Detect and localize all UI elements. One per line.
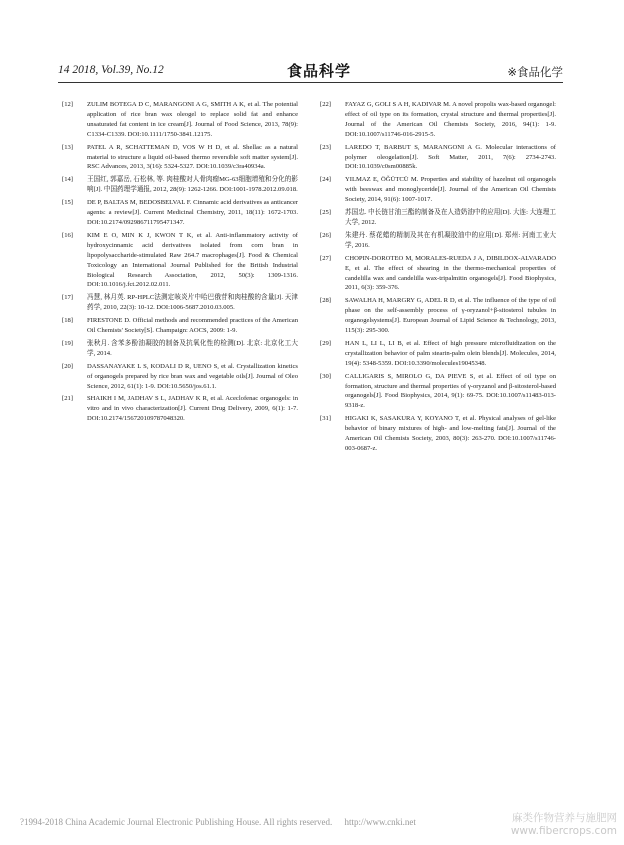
- reference-item: [62, 316, 298, 336]
- reference-text: FAYAZ G, GOLI S A H, KADIVAR M. A novel propolis wax-based organogel: effect of oil type on its formation, crystal structure and thermal properties[J]. Journal of the American Oil Chemists Society, 2016, 94(1): 1-9. DOI:10.1007/s11746-016-2915-5.: [345, 101, 556, 138]
- reference-text: ZULIM BOTEGA D C, MARANGONI A G, SMITH A K, et al. The potential application of rice bran wax oleogel to replace solid fat and enhance unsaturated fat content in ice cream[J]. Journal of Food Science, 2013, 78(9): C1334-C1339. DOI:10.1111/1750-3841.12175.: [87, 101, 298, 138]
- reference-item: [320, 100, 556, 140]
- reference-item: [62, 143, 298, 173]
- reference-text: SHAIKH I M, JADHAV S L, JADHAV K R, et al. Aceclofenac organogels: in vitro and in vivo characterization[J]. Current Drug Delivery, 2009, 6(1): 1-7. DOI:10.2174/156720109787048320.: [87, 395, 298, 423]
- reference-number: [23]: [320, 143, 331, 151]
- reference-item: [320, 339, 556, 369]
- references-right-column: [320, 100, 556, 457]
- watermark-site-name: 麻类作物营养与施肥网: [512, 812, 617, 824]
- reference-item: [320, 208, 556, 228]
- reference-item: [320, 175, 556, 205]
- copyright-notice: ?1994-2018 China Academic Journal Electronic Publishing House. All rights reserved.: [20, 817, 333, 827]
- reference-number: [17]: [62, 294, 73, 302]
- reference-number: [27]: [320, 254, 331, 262]
- reference-number: [13]: [62, 143, 73, 151]
- reference-text: HIGAKI K, SASAKURA Y, KOYANO T, et al. Physical analyses of gel-like behavior of binary mixtures of high- and low-melting fats[J]. Journal of the American Oil Chemists Society, 2003, 80(3): 263-270. DOI:10.1007/s11746-003-0687-z.: [345, 415, 556, 452]
- reference-number: [12]: [62, 101, 73, 108]
- reference-text: HAN L, LI L, LI B, et al. Effect of high pressure microfluidization on the crystallization behavior of palm stearin-palm olein blends[J]. Molecules, 2014, 19(4): 5348-5359. DOI:10.3390/molecules19045348.: [345, 339, 556, 367]
- reference-item: [62, 198, 298, 228]
- reference-text: DE P, BALTAS M, BEDOSBELVAL F. Cinnamic acid derivatives as anticancer agents: a review[J]. Current Medicinal Chemistry, 2011, 18(11): 1672-1703. DOI:10.2174/092986711795471347.: [87, 199, 298, 226]
- reference-text: 王国红, 郭嘉岳, 石松林, 等. 肉桂酸对人骨肉瘤MG-63细胞增殖和分化的影响[J]. 中国药理学通报, 2012, 28(9): 1262-1266. DOI:1001-1978.2012.09.018.: [87, 176, 298, 194]
- reference-number: [14]: [62, 176, 73, 184]
- reference-number: [29]: [320, 339, 331, 347]
- cnki-link[interactable]: http://www.cnki.net: [344, 817, 416, 827]
- reference-number: [19]: [62, 339, 73, 347]
- reference-number: [31]: [320, 415, 331, 423]
- reference-text: CALLIGARIS S, MIROLO G, DA PIEVE S, et al. Effect of oil type on formation, structure and thermal properties of γ-oryzanol and β-sitosterol-based organogels[J]. Food Biophysics, 2014, 9(1): 69-75. DOI:10.1007/s11483-013-9318-z.: [345, 372, 556, 410]
- reference-number: [20]: [62, 362, 73, 370]
- reference-number: [22]: [320, 101, 331, 108]
- reference-number: [16]: [62, 231, 73, 239]
- site-watermark: [497, 812, 617, 838]
- reference-text: 张秋月. 含苯多酚油凝胶的制备及抗氧化性的检测[D]. 北京: 北京化工大学, 2014.: [87, 339, 298, 357]
- watermark-site-url: www.fibercrops.com: [510, 825, 617, 837]
- page-number-volume: 14 2018, Vol.39, No.12: [58, 64, 164, 76]
- reference-item: [320, 414, 556, 454]
- reference-number: [24]: [320, 176, 331, 184]
- reference-number: [30]: [320, 372, 331, 380]
- reference-number: [15]: [62, 199, 73, 207]
- references-left-column: [62, 100, 298, 427]
- reference-item: [320, 254, 556, 294]
- reference-item: [62, 231, 298, 290]
- reference-item: [62, 339, 298, 359]
- reference-text: KIM E O, MIN K J, KWON T K, et al. Anti-inflammatory activity of hydroxycinnamic acid derivatives isolated from corn bran in lipopolysaccharide-stimulated Raw 264.7 macrophages[J]. Food & Chemical Toxicology an International Journal Published for the British Industrial Biological Research Association, 2012, 50(3): 1309-1316. DOI:10.1016/j.fct.2012.02.011.: [87, 231, 298, 289]
- reference-item: [62, 293, 298, 313]
- header-rule: [58, 82, 563, 83]
- reference-number: [28]: [320, 297, 331, 305]
- reference-number: [26]: [320, 231, 331, 239]
- reference-item: [320, 296, 556, 336]
- reference-text: LAREDO T, BARBUT S, MARANGONI A G. Molecular interactions of polymer oleogelation[J]. Soft Matter, 2011, 7(6): 2734-2743. DOI:10.1039/c0sm00885k.: [345, 143, 556, 171]
- section-title: ※食品化学: [507, 65, 563, 79]
- reference-item: [320, 231, 556, 251]
- reference-text: PATEL A R, SCHATTEMAN D, VOS W H D, et al. Shellac as a natural material to structure a liquid oil-based thermo reversible soft matter system[J]. RSC Advances, 2013, 3(16): 5324-5327. DOI:10.1039/c3ra40934a.: [87, 143, 298, 171]
- reference-text: DASSANAYAKE L S, KODALI D R, UENO S, et al. Crystallization kinetics of organogels prepared by rice bran wax and vegetable oils[J]. Journal of Oleo Science, 2012, 61(1): 1-9. DOI:10.5650/jos.61.1.: [87, 362, 298, 390]
- page-footer: [20, 817, 520, 827]
- journal-title: 食品科学: [286, 62, 351, 80]
- reference-number: [25]: [320, 209, 331, 217]
- reference-text: 苏国忠. 中长链甘油三酯的制备及在人造奶油中的应用[D]. 大连: 大连理工大学, 2012.: [345, 209, 556, 226]
- reference-text: YILMAZ E, ÖĞÜTCÜ M. Properties and stability of hazelnut oil organogels with beeswax and monoglyceride[J]. Journal of the American Oil Chemists Society, 2014, 91(6): 1007-1017.: [345, 176, 556, 204]
- reference-item: [62, 394, 298, 424]
- reference-item: [62, 362, 298, 392]
- reference-item: [320, 143, 556, 173]
- reference-number: [21]: [62, 395, 73, 403]
- reference-text: SAWALHA H, MARGRY G, ADEL R D, et al. The influence of the type of oil phase on the self-assembly process of γ-oryzanol+β-sitosterol tubules in organogelsystems[J]. European Journal of Lipid Science & Technology, 2013, 115(3): 295-300.: [345, 297, 556, 335]
- reference-text: CHOPIN-DOROTEO M, MORALES-RUEDA J A, DIBILDOX-ALVARADO E, et al. The effect of shearing in the thermo-mechanical properties of candelilla wax and candelilla wax-tripalmitin organogels[J]. Food Biophysics, 2011, 6(3): 359-376.: [345, 254, 556, 292]
- page-header: [58, 62, 563, 82]
- reference-text: 朱建丹. 蔡花蜡的精制及其在有机凝胶油中的应用[D]. 郑州: 河南工业大学, 2016.: [345, 231, 556, 249]
- reference-text: FIRESTONE D. Official methods and recommended practices of the American Oil Chemists' Society[S]. Champaign: AOCS, 2009: 1-9.: [87, 317, 298, 335]
- reference-text: 冯慧, 林月英. RP-HPLC法测定咳炎片中哈巴俄苷和肉桂酸的含量[J]. 天津药学, 2010, 22(3): 10-12. DOI:1006-5687.2010.03.005.: [87, 294, 298, 312]
- reference-item: [320, 372, 556, 412]
- reference-item: [62, 175, 298, 195]
- reference-item: [62, 100, 298, 140]
- reference-number: [18]: [62, 317, 73, 325]
